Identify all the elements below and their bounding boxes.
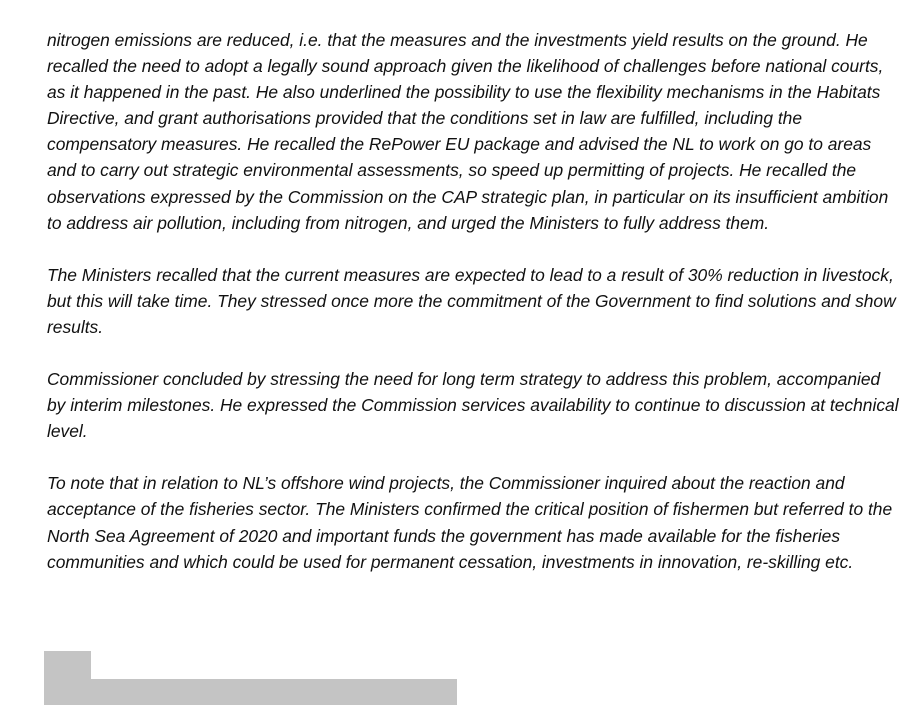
paragraph-ministers-response: The Ministers recalled that the current measures are expected to lead to a result of 30% reduction in livestock, but this will take time. They stressed once more the commitment of the Government to find solutions and show results. — [47, 264, 896, 337]
paragraph-commissioner-recommendations: nitrogen emissions are reduced, i.e. that the measures and the investments yield results on the ground. He recalled the need to adopt a legally sound approach given the likelihood of challenges before national courts, as it happened in the past. He also underlined the possibility to use the flexibility mechanisms in the Habitats Directive, and grant authorisations provided that the conditions set in law are fulfilled, including the compensatory measures. He recalled the RePower EU package and advised the NL to work on go to areas and to carry out strategic environmental assessments, so speed up permitting of projects. He recalled the observations expressed by the Commission on the CAP strategic plan, in particular on its insufficient ambition to address air pollution, including from nitrogen, and urged the Ministers to fully address them. — [47, 30, 889, 233]
redaction-block — [44, 679, 457, 705]
paragraph-offshore-wind-note: To note that in relation to NL’s offshore wind projects, the Commissioner inquired about the reaction and acceptance of the fisheries sector. The Ministers confirmed the critical position of fishermen but referred to the North Sea Agreement of 2020 and important funds the government has made available for the fisheries communities and which could be used for permanent cessation, investments in innovation, re-skilling etc. — [47, 473, 893, 572]
document-body — [47, 27, 902, 601]
redaction-block — [44, 651, 91, 679]
paragraph-commissioner-conclusion: Commissioner concluded by stressing the need for long term strategy to address this problem, accompanied by interim milestones. He expressed the Commission services availability to continue to discussion at technical level. — [47, 369, 899, 442]
